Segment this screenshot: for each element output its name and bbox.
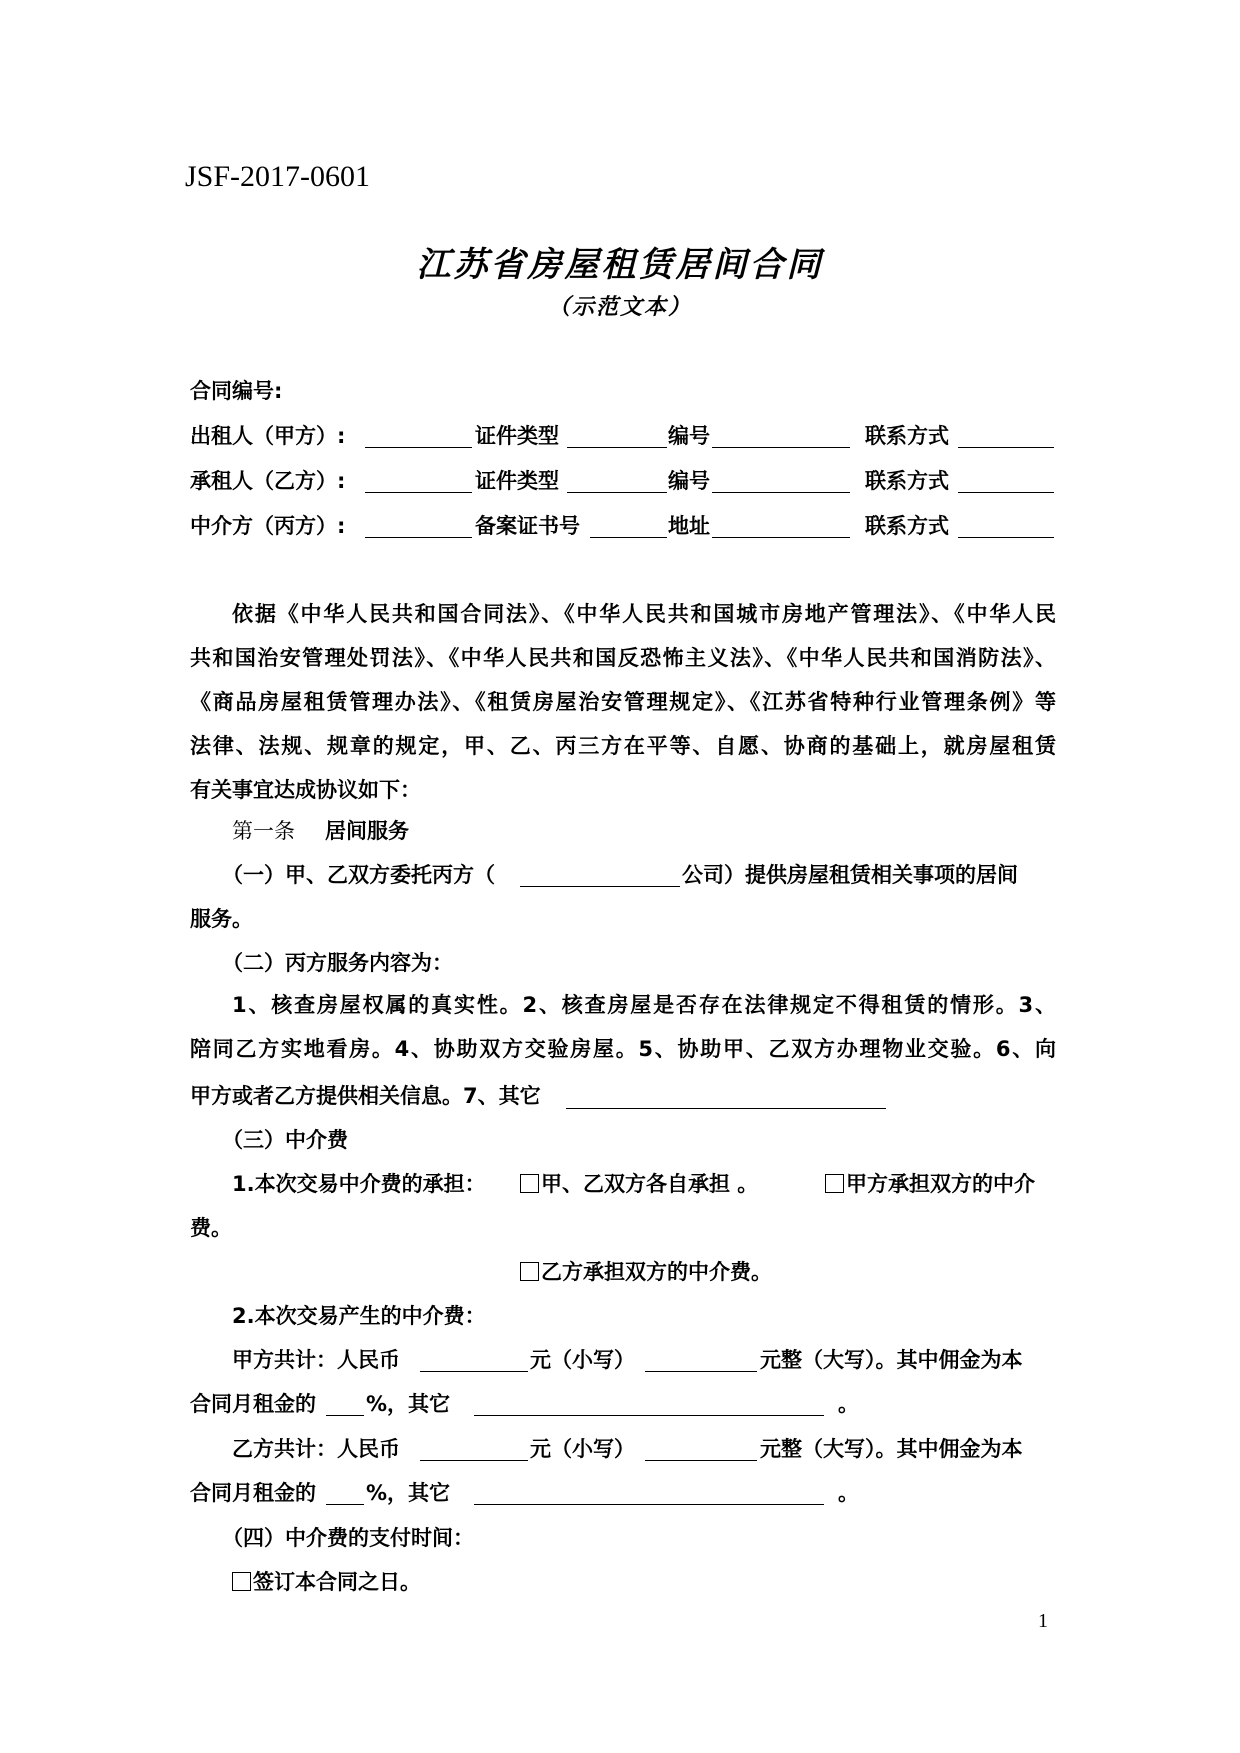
blank-lessee-fee-capital[interactable]	[645, 1460, 757, 1461]
page-number: 1	[1038, 1610, 1048, 1632]
id-type-label: 证件类型	[475, 424, 559, 448]
lessor-fee-text-b: 元（小写）	[530, 1348, 635, 1372]
lessee-fee-text-e: %，其它	[366, 1481, 451, 1505]
document-code: JSF-2017-0601	[185, 160, 371, 193]
lessee-fee-text-b: 元（小写）	[530, 1437, 635, 1461]
party-label: 中介方（丙方）:	[190, 514, 346, 538]
blank-id-type-field[interactable]	[567, 492, 667, 493]
blank-name-field[interactable]	[365, 447, 472, 448]
contract-title: 江苏省房屋租赁居间合同	[416, 245, 824, 285]
section-1-text-b: 公司）提供房屋租赁相关事项的居间	[682, 863, 1018, 887]
lessor-fee-text-d: 合同月租金的	[190, 1392, 316, 1416]
lessee-fee-text-c: 元整（大写）。其中佣金为本	[760, 1437, 1023, 1461]
checkbox-icon[interactable]	[232, 1572, 251, 1591]
section-4-title: （四）中介费的支付时间：	[222, 1526, 474, 1550]
fee-bearer-label: 1.本次交易中介费的承担：	[232, 1172, 486, 1196]
fee-option-each[interactable]: 甲、乙双方各自承担 。	[520, 1171, 758, 1197]
service-line: 陪同乙方实地看房。4、协助双方交验房屋。5、协助甲、乙双方办理物业交验。6、向	[190, 1037, 1056, 1061]
blank-lessee-commission-percent[interactable]	[326, 1504, 364, 1505]
service-line: 1、核查房屋权属的真实性。2、核查房屋是否存在法律规定不得租赁的情形。3、	[232, 993, 1056, 1017]
id-type-label: 证件类型	[475, 469, 559, 493]
party-label: 承租人（乙方）:	[190, 469, 346, 493]
blank-id-type-field[interactable]	[567, 447, 667, 448]
blank-number-field[interactable]	[712, 492, 850, 493]
contact-label: 联系方式	[865, 469, 949, 493]
preamble-line: 共和国治安管理处罚法》、《中华人民共和国反恐怖主义法》、《中华人民共和国消防法》、	[190, 646, 1056, 670]
lessee-fee-text-d: 合同月租金的	[190, 1481, 316, 1505]
lessee-fee-text-f: 。	[838, 1481, 859, 1505]
blank-address-field[interactable]	[712, 537, 850, 538]
checkbox-icon[interactable]	[825, 1174, 844, 1193]
blank-lessee-other[interactable]	[474, 1504, 824, 1505]
fee-option-lessee[interactable]: 乙方承担双方的中介费。	[520, 1259, 772, 1285]
blank-lessor-fee-capital[interactable]	[645, 1371, 757, 1372]
section-2-title: （二）丙方服务内容为：	[222, 951, 453, 975]
blank-lessor-commission-percent[interactable]	[326, 1415, 364, 1416]
checkbox-icon[interactable]	[520, 1174, 539, 1193]
service-line-last: 甲方或者乙方提供相关信息。7、其它	[190, 1084, 541, 1108]
payment-option-signing[interactable]: 签订本合同之日。	[232, 1569, 421, 1595]
blank-contact-field[interactable]	[958, 492, 1054, 493]
checkbox-icon[interactable]	[520, 1262, 539, 1281]
article-title: 居间服务	[325, 819, 409, 843]
number-label: 编号	[668, 424, 710, 448]
contract-no-label: 合同编号:	[190, 379, 283, 403]
blank-contact-field[interactable]	[958, 447, 1054, 448]
blank-name-field[interactable]	[365, 492, 472, 493]
blank-company-field[interactable]	[520, 886, 680, 887]
blank-name-field[interactable]	[365, 537, 472, 538]
section-1-text-a: （一）甲、乙双方委托丙方（	[222, 863, 495, 887]
blank-lessor-fee-small[interactable]	[420, 1371, 528, 1372]
blank-other-services-field[interactable]	[566, 1108, 886, 1109]
lessor-fee-text-a: 甲方共计：人民币	[232, 1348, 400, 1372]
lessee-fee-text-a: 乙方共计：人民币	[232, 1437, 400, 1461]
fee-option-lessor-cont: 费。	[190, 1216, 232, 1240]
blank-lessor-other[interactable]	[474, 1415, 824, 1416]
section-2-content	[190, 983, 1056, 1071]
lessor-fee-text-c: 元整（大写）。其中佣金为本	[760, 1348, 1023, 1372]
blank-lessee-fee-small[interactable]	[420, 1460, 528, 1461]
blank-contact-field[interactable]	[958, 537, 1054, 538]
contact-label: 联系方式	[865, 514, 949, 538]
section-3-title: （三）中介费	[222, 1128, 348, 1152]
contract-subtitle: （示范文本）	[547, 295, 692, 320]
fee-option-lessor[interactable]: 甲方承担双方的中介	[825, 1171, 1035, 1197]
blank-license-field[interactable]	[590, 537, 667, 538]
number-label: 编号	[668, 469, 710, 493]
blank-number-field[interactable]	[712, 447, 850, 448]
article-number: 第一条	[232, 819, 295, 843]
preamble-paragraph	[190, 592, 1056, 812]
fee-amount-label: 2.本次交易产生的中介费：	[232, 1304, 486, 1328]
address-label: 地址	[668, 514, 710, 538]
section-1-text-c: 服务。	[190, 907, 253, 931]
party-label: 出租人（甲方）:	[190, 424, 346, 448]
preamble-line: 有关事宜达成协议如下：	[190, 778, 421, 802]
preamble-line: 法律、法规、规章的规定，甲、乙、丙三方在平等、自愿、协商的基础上，就房屋租赁	[190, 734, 1056, 758]
lessor-fee-text-e: %，其它	[366, 1392, 451, 1416]
preamble-line: 《商品房屋租赁管理办法》、《租赁房屋治安管理规定》、《江苏省特种行业管理条例》等	[190, 690, 1056, 714]
license-no-label: 备案证书号	[475, 514, 580, 538]
lessor-fee-text-f: 。	[838, 1392, 859, 1416]
preamble-line: 依据《中华人民共和国合同法》、《中华人民共和国城市房地产管理法》、《中华人民	[232, 602, 1056, 626]
contact-label: 联系方式	[865, 424, 949, 448]
